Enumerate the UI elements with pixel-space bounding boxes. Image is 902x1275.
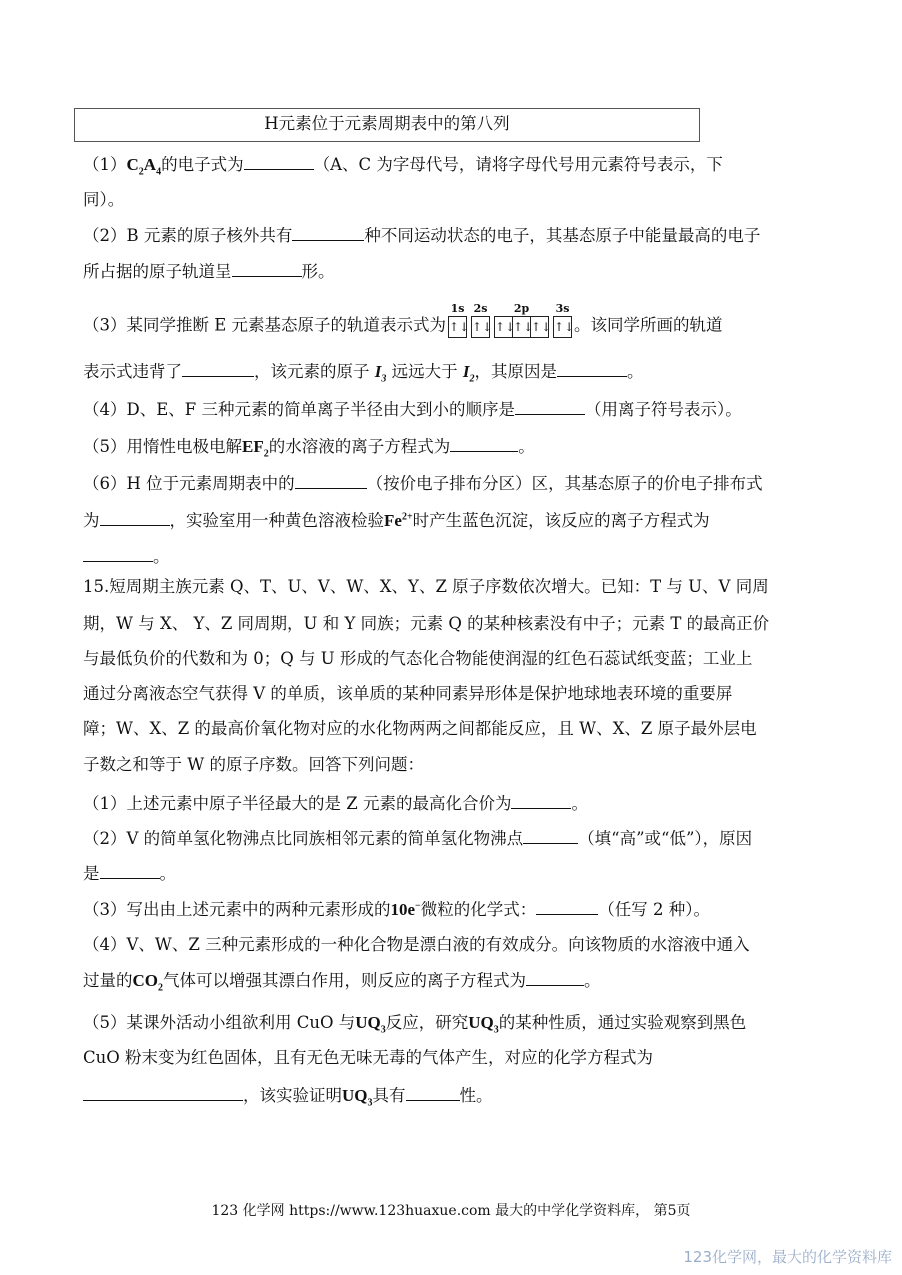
orbital-box: ↑↓	[554, 320, 575, 334]
answer-blank	[83, 1086, 243, 1101]
answer-blank	[511, 794, 571, 809]
q14-part2-line1: （2）B 元素的原子核外共有 种不同运动状态的电子，其基态原子中能量最高的电子	[83, 226, 761, 245]
q14-part2-line2: 所占据的原子轨道呈 形。	[83, 262, 335, 281]
answer-blank	[292, 226, 364, 241]
answer-blank	[515, 400, 585, 415]
q15-part5-line2: CuO 粉末变为红色固体，且有无色无味无毒的气体产生，对应的化学方程式为	[83, 1048, 654, 1067]
answer-blank	[536, 900, 598, 915]
q14-part3-line1: （3）某同学推断 E 元素基态原子的轨道表示式为 1s ↑↓ 2s ↑↓ 2p ↑↓ ↑↓ ↑↓ 3s ↑↓ 。该同学所画的轨道	[83, 308, 723, 344]
box-text: H元素位于元素周期表中的第八列	[264, 114, 510, 133]
orbital-label: 2p	[513, 302, 530, 315]
q14-part1-line2: 同）。	[83, 190, 125, 209]
orbital-box: ↑↓	[449, 320, 470, 334]
answer-blank	[406, 1086, 460, 1101]
answer-blank	[182, 362, 254, 377]
q15-part3: （3）写出由上述元素中的两种元素形成的10e−微粒的化学式： （任写 2 种）。	[83, 900, 710, 919]
answer-blank	[557, 362, 627, 377]
answer-blank	[526, 971, 584, 986]
q14-part4: （4）D、E、F 三种元素的简单离子半径由大到小的顺序是 （用离子符号表示）。	[83, 400, 742, 419]
page-footer: 123 化学网 https://www.123huaxue.com 最大的中学化学资料库， 第5页	[211, 1203, 691, 1219]
orbital-diagram	[446, 302, 575, 335]
q15-part2-line1: （2）V 的简单氢化物沸点比同族相邻元素的简单氢化物沸点 （填“高”或“低”），原因	[83, 829, 753, 848]
answer-blank	[100, 864, 160, 879]
q15-intro-line: 子数之和等于 W 的原子序数。回答下列问题：	[83, 755, 424, 774]
orbital-box: ↑↓	[472, 320, 493, 334]
orbital-label: 1s	[450, 302, 465, 315]
orbital-label: 3s	[555, 302, 570, 315]
orbital-box: ↑↓	[495, 317, 513, 337]
answer-blank	[523, 829, 578, 844]
q15-intro-line: 障；W、X、Z 的最高价氧化物对应的水化物两两之间都能反应，且 W、X、Z 原子最外层电	[83, 719, 757, 738]
answer-blank	[244, 155, 314, 170]
q15-part5-line3: ，该实验证明$UQ_3$具有 性。	[83, 1082, 493, 1108]
q14-part6-line1: （6）H 位于元素周期表中的 （按价电子排布分区）区，其基态原子的价电子排布式	[83, 474, 763, 493]
orbital-1s	[448, 302, 470, 338]
q14-part6-line2: 为 ，实验室用一种黄色溶液检验$Fe^{2+}$时产生蓝色沉淀，该反应的离子方程式为	[83, 511, 710, 530]
q15-part1: （1）上述元素中原子半径最大的是 Z 元素的最高化合价为 。	[83, 794, 588, 813]
orbital-label: 2s	[473, 302, 488, 315]
watermark: 123化学网，最大的化学资料库	[683, 1248, 892, 1266]
q15-part4-line1: （4）V、W、Z 三种元素形成的一种化合物是漂白液的有效成分。向该物质的水溶液中通入	[83, 935, 750, 954]
q15-intro-line: 与最低负价的代数和为 0；Q 与 U 形成的气态化合物能使润湿的红色石蕊试纸变蓝；工业上	[83, 649, 753, 668]
orbital-2s	[471, 302, 493, 338]
answer-blank	[100, 511, 170, 526]
orbital-box: ↑↓	[513, 317, 531, 337]
q15-part5-line1: （5）某课外活动小组欲利用 CuO 与$UQ_3$反应，研究$UQ_3$的某种性质，通过实验观察到黑色	[83, 1013, 747, 1036]
q14-part1-line1: $(1)C_2A_4$的电子式为 （A、C 为字母代号，请将字母代号用元素符号表示，下	[83, 155, 723, 178]
answer-blank	[232, 262, 302, 277]
q15-part2-line2: 是 。	[83, 864, 176, 883]
q15-intro-line: 通过分离液态空气获得 V 的单质，该单质的某种同素异形体是保护地球地表环境的重要屏	[83, 684, 733, 703]
answer-blank	[83, 547, 153, 562]
q14-part5: （5）用惰性电极电解$EF_2$的水溶液的离子方程式为 。	[83, 437, 535, 460]
q14-part6-line3: 。	[83, 543, 170, 567]
orbital-3s	[553, 302, 575, 338]
q14-part3-line2: 表示式违背了 ，该元素的原子 $I_3$ 远远大于 $I_2$，其原因是 。	[83, 362, 644, 385]
q15-intro-line: 期，W 与 X、 Y、Z 同周期，U 和 Y 同族；元素 Q 的某种核素没有中子；元素 T 的最高正价	[83, 614, 770, 633]
q15-intro-line: 15.短周期主族元素 Q、T、U、V、W、X、Y、Z 原子序数依次增大。已知：T 与 U、V 同周	[83, 577, 769, 596]
answer-option-box	[74, 108, 700, 142]
answer-blank	[450, 437, 518, 452]
orbital-2p	[494, 302, 552, 338]
orbital-box: ↑↓	[531, 320, 552, 334]
answer-blank	[295, 474, 367, 489]
q15-part4-line2: 过量的$CO_2$气体可以增强其漂白作用，则反应的离子方程式为 。	[83, 971, 601, 994]
